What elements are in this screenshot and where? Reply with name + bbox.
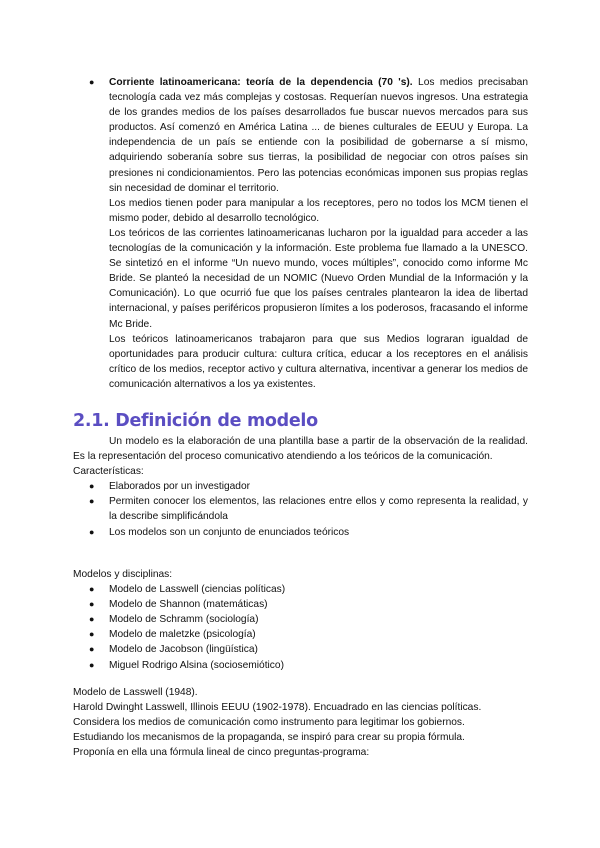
characteristics-list xyxy=(73,479,528,539)
intro-lead: Corriente latinoamericana: teoría de la dependencia (70 's). xyxy=(109,77,413,88)
list-item: ● Permiten conocer los elementos, las relaciones entre ellos y como representa la realidad, y la describe simplificándola xyxy=(89,496,528,523)
intro-paragraph-1 xyxy=(109,75,528,196)
bullet-icon: ● xyxy=(89,584,95,595)
lasswell-line: Proponía en ella una fórmula lineal de cinco preguntas-programa: xyxy=(73,747,370,759)
bullet-icon: ● xyxy=(89,629,95,640)
lasswell-line: Considera los medios de comunicación como instrumento para legitimar los gobiernos. xyxy=(73,717,465,729)
list-item: ● Los modelos son un conjunto de enunciados teóricos xyxy=(73,525,528,540)
models-section xyxy=(73,567,528,673)
bullet-icon: ● xyxy=(89,614,95,625)
models-label: Modelos y disciplinas: xyxy=(73,569,173,580)
bullet-icon: ● xyxy=(89,644,95,655)
list-item: ● Modelo de Lasswell (ciencias políticas) xyxy=(73,582,528,597)
bullet-icon: ● xyxy=(89,659,95,670)
definition-paragraph: Un modelo es la elaboración de una plantilla base a partir de la observación de la realidad. Es la representación del proceso comunicativo atendiendo a los teóricos de la comunicación. xyxy=(73,436,528,463)
lasswell-line: Harold Dwinght Lasswell, Illinois EEUU (1902-1978). Encuadrado en las ciencias políticas. xyxy=(73,702,482,714)
bullet-icon: ● xyxy=(89,77,95,87)
bullet-icon: ● xyxy=(89,526,95,537)
list-item: ● Miguel Rodrigo Alsina (sociosemiótico) xyxy=(73,658,528,673)
characteristics-label: Características: xyxy=(73,466,144,478)
intro-paragraph-3: Los teóricos de las corrientes latinoamericanas lucharon por la igualdad para acceder a las tecnologías de la comunicación y la información. Este problema fue llamado a la UNESCO. Se sintetizó en el informe “Un nuevo mundo, voces múltiples”, conocido como informe Mc Bride. Se planteó la necesidad de un NOMIC (Nuevo Orden Mundial de la Información y la Comunicación). Lo que ocurrió fue que los países centrales plantearon la idea de libertad internacional, y países periféricos propusieron límites a los poderosos, fracasando el informe Mc Bride. xyxy=(109,227,528,330)
list-item: ● Modelo de Shannon (matemáticas) xyxy=(73,597,528,612)
intro-paragraph-2: Los medios tienen poder para manipular a los receptores, pero no todos los MCM tienen el mismo poder, debido al desarrollo tecnológico. xyxy=(109,197,528,224)
lasswell-section xyxy=(73,685,528,760)
lasswell-line: Estudiando los mecanismos de la propaganda, se inspiró para crear su propia fórmula. xyxy=(73,732,465,744)
section-heading: 2.1. Definición de modelo xyxy=(73,411,318,431)
list-item: ● Modelo de Jacobson (lingüística) xyxy=(73,642,528,657)
bullet-icon: ● xyxy=(89,496,95,507)
definition-section xyxy=(73,434,528,540)
latin-american-current-item xyxy=(89,75,528,392)
models-list xyxy=(73,582,528,673)
intro-paragraph-4: Los teóricos latinoamericanos trabajaron para que sus Medios lograran igualdad de oportunidades para producir cultura: cultura crítica, educar a los receptores en el análisis crítico de los medios, receptor activo y cultura alternativa, incentivar a generar los medios de comunicación alternativos a los ya existentes. xyxy=(109,333,528,390)
list-item: ● Elaborados por un investigador xyxy=(73,479,528,494)
list-item: ● Modelo de maletzke (psicología) xyxy=(73,627,528,642)
lasswell-title: Modelo de Lasswell (1948). xyxy=(73,687,198,698)
bullet-icon: ● xyxy=(89,481,95,492)
intro-text-1: Los medios precisaban tecnología cada vez más complejas y costosas. Requerían nuevos ingresos. Una estrategia de los grandes medios de los países desarrollados fue buscar nuevos mercados para sus productos. Así comenzó en América Latina ... de bienes culturales de EEUU y Europa. La independencia de un país se entiende con la posibilidad de gobernarse a sí mismo, adquiriendo soberanía sobre sus tierras, la posibilidad de negociar con otros países sin presiones ni condicionamientos. Pero las potencias económicas imponen sus propias reglas sin necesidad de dominar el territorio. xyxy=(109,77,528,194)
list-item: ● Modelo de Schramm (sociología) xyxy=(73,612,528,627)
bullet-icon: ● xyxy=(89,599,95,610)
